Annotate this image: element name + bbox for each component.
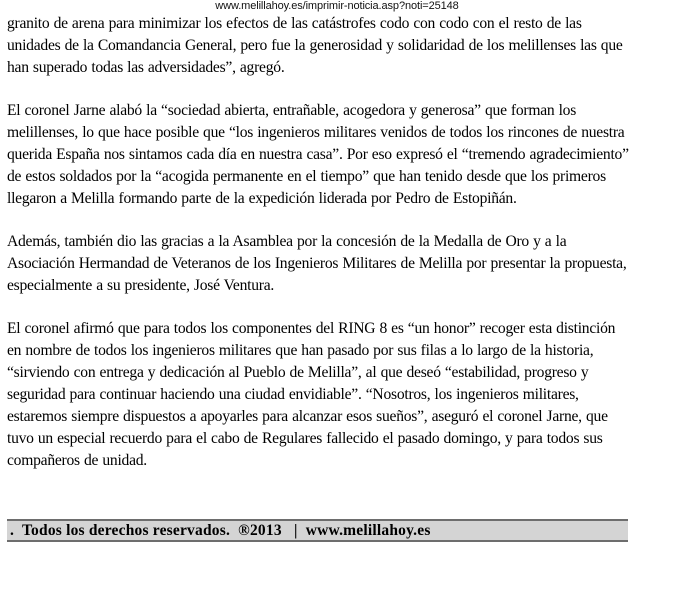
page-url-header: www.melillahoy.es/imprimir-noticia.asp?noti=25148 [215,0,459,12]
article-paragraph-3: Además, también dio las gracias a la Asamblea por la concesión de la Medalla de Oro y a la Asociación Hermandad de Veteranos de los Ingenieros Militares de Melilla por presentar la propuesta, especialmente a su presidente, José Ventura. [7,233,627,294]
article-paragraph-2: El coronel Jarne alabó la “sociedad abierta, entrañable, acogedora y generosa” que forman los melillenses, lo que hace posible que “los ingenieros militares venidos de todos los rincones de nuestra querida España nos sintamos cada día en nuestra casa”. Por eso expresó el “tremendo agradecimiento” de estos soldados por la “acogida permanente en el tiempo” que han tenido desde que los primeros llegaron a Melilla formando parte de la expedición liderada por Pedro de Estopiñán. [7,102,629,207]
copyright-footer: . Todos los derechos reservados. ®2013 | www.melillahoy.es [7,519,628,542]
article-paragraph-4: El coronel afirmó que para todos los componentes del RING 8 es “un honor” recoger esta distinción en nombre de todos los ingenieros militares que han pasado por sus filas a lo largo de la historia, “sirviendo con entrega y dedicación al Pueblo de Melilla”, al que deseó “estabilidad, progreso y seguridad para continuar haciendo una ciudad envidiable”. “Nosotros, los ingenieros militares, estaremos siempre dispuestos a apoyarles para alcanzar esos sueños”, aseguró el coronel Jarne, que tuvo un especial recuerdo para el cabo de Regulares fallecido el pasado domingo, y para todos sus compañeros de unidad. [7,320,616,469]
article-paragraph-1: granito de arena para minimizar los efectos de las catástrofes codo con codo con el resto de las unidades de la Comandancia General, pero fue la generosidad y solidaridad de los melillenses las que han superado todas las adversidades”, agregó. [7,15,623,76]
article-body [7,13,632,493]
